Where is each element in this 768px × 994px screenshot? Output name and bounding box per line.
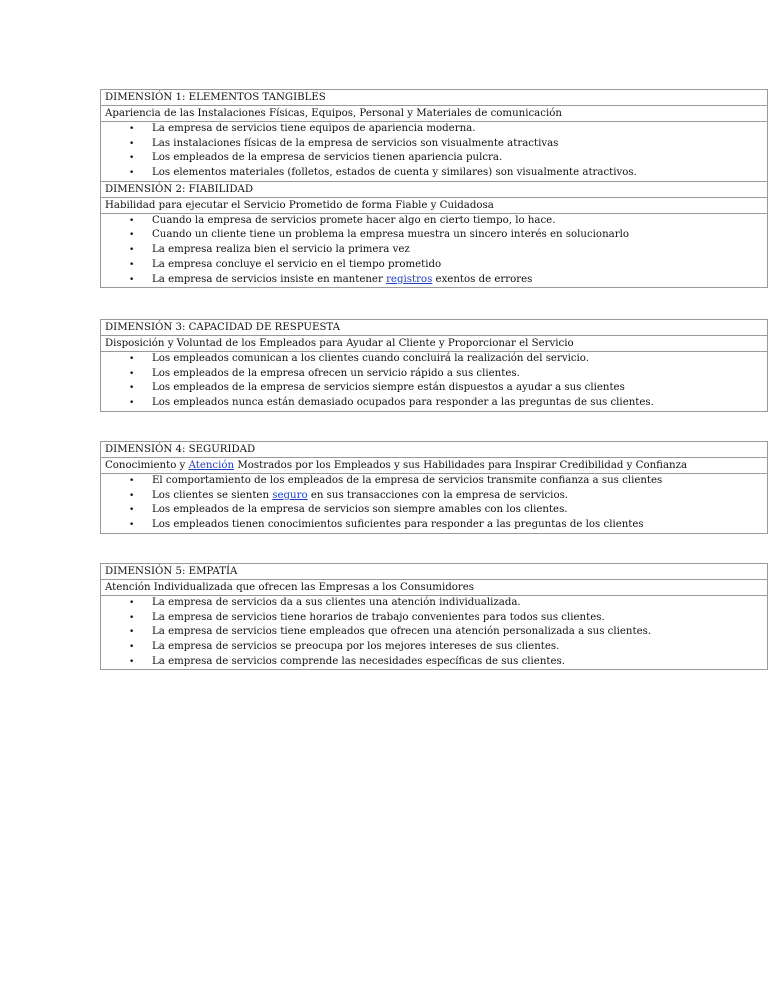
list-item: • La empresa realiza bien el servicio la primera vez: [105, 243, 763, 258]
bullet-icon: •: [129, 520, 135, 531]
dimension-5-table: [100, 563, 768, 670]
bullet-icon: •: [129, 138, 135, 149]
dimension-1-title: DIMENSIÓN 1: ELEMENTOS TANGIBLES: [101, 90, 768, 106]
dimension-3-list: [105, 352, 763, 411]
dimensions-1-2-table: [100, 89, 768, 288]
dimension-4-items-cell: [101, 474, 768, 534]
bullet-icon: •: [129, 230, 135, 241]
list-item: • Los clientes se sienten seguro en sus transacciones con la empresa de servicios.: [105, 489, 763, 504]
bullet-icon: •: [129, 642, 135, 653]
dimension-1-list: [105, 122, 763, 181]
bullet-icon: •: [129, 168, 135, 179]
list-item: • El comportamiento de los empleados de la empresa de servicios transmite confianza a sus clientes: [105, 474, 763, 489]
dimension-4-list: [105, 474, 763, 533]
list-item: • Los elementos materiales (folletos, estados de cuenta y similares) son visualmente atractivos.: [105, 166, 763, 181]
bullet-icon: •: [129, 259, 135, 270]
list-item: • La empresa de servicios tiene equipos de apariencia moderna.: [105, 122, 763, 137]
list-item: • Cuando la empresa de servicios promete hacer algo en cierto tiempo, lo hace.: [105, 214, 763, 229]
dimension-3-subtitle: Disposición y Voluntad de los Empleados para Ayudar al Cliente y Proporcionar el Servicio: [101, 336, 768, 352]
seguro-link[interactable]: seguro: [272, 489, 308, 501]
dimension-4-table: [100, 441, 768, 534]
bullet-icon: •: [129, 612, 135, 623]
dimension-3-table: [100, 319, 768, 412]
bullet-icon: •: [129, 398, 135, 409]
dimension-2-list: [105, 214, 763, 287]
bullet-icon: •: [129, 274, 135, 285]
list-item: • Los empleados comunican a los clientes cuando concluirá la realización del servicio.: [105, 352, 763, 367]
bullet-icon: •: [129, 368, 135, 379]
atencion-link[interactable]: Atención: [188, 460, 235, 471]
dimension-3-title: DIMENSIÓN 3: CAPACIDAD DE RESPUESTA: [101, 320, 768, 336]
list-item: • La empresa de servicios da a sus clientes una atención individualizada.: [105, 596, 763, 611]
bullet-icon: •: [129, 124, 135, 134]
dimension-4-subtitle: Conocimiento y Atención Mostrados por los Empleados y sus Habilidades para Inspirar Credibilidad y Confianza: [101, 458, 768, 474]
bullet-icon: •: [129, 656, 135, 667]
list-item: • Las instalaciones físicas de la empresa de servicios son visualmente atractivas: [105, 137, 763, 152]
bullet-icon: •: [129, 245, 135, 256]
dimension-2-subtitle: Habilidad para ejecutar el Servicio Prometido de forma Fiable y Cuidadosa: [101, 197, 768, 213]
list-item: • Los empleados de la empresa ofrecen un servicio rápido a sus clientes.: [105, 367, 763, 382]
bullet-icon: •: [129, 354, 135, 364]
bullet-icon: •: [129, 476, 135, 486]
list-item: • Los empleados tienen conocimientos suficientes para responder a las preguntas de los clientes: [105, 518, 763, 533]
dimension-2-items-cell: [101, 213, 768, 287]
list-item: • Los empleados de la empresa de servicios son siempre amables con los clientes.: [105, 503, 763, 518]
registros-link[interactable]: registros: [386, 273, 433, 285]
bullet-icon: •: [129, 215, 135, 226]
bullet-icon: •: [129, 153, 135, 164]
dimension-1-items-cell: [101, 122, 768, 182]
bullet-icon: •: [129, 505, 135, 516]
list-item: • La empresa concluye el servicio en el tiempo prometido: [105, 258, 763, 273]
list-item: • Los empleados de la empresa de servicios tienen apariencia pulcra.: [105, 151, 763, 166]
dimension-5-subtitle: Atención Individualizada que ofrecen las Empresas a los Consumidores: [101, 580, 768, 596]
bullet-icon: •: [129, 383, 135, 394]
list-item: • Los empleados nunca están demasiado ocupados para responder a las preguntas de sus clientes.: [105, 396, 763, 411]
bullet-icon: •: [129, 627, 135, 638]
list-item: • La empresa de servicios tiene horarios de trabajo convenientes para todos sus clientes.: [105, 611, 763, 626]
dimension-5-list: [105, 596, 763, 669]
list-item: • La empresa de servicios insiste en mantener registros exentos de errores: [105, 273, 763, 288]
list-item: • Cuando un cliente tiene un problema la empresa muestra un sincero interés en solucionarlo: [105, 228, 763, 243]
dimension-2-title: DIMENSIÓN 2: FIABILIDAD: [101, 181, 768, 197]
list-item: • Los empleados de la empresa de servicios siempre están dispuestos a ayudar a sus clientes: [105, 381, 763, 396]
dimension-4-title: DIMENSIÓN 4: SEGURIDAD: [101, 442, 768, 458]
list-item: • La empresa de servicios comprende las necesidades específicas de sus clientes.: [105, 655, 763, 670]
list-item: • La empresa de servicios tiene empleados que ofrecen una atención personalizada a sus clientes.: [105, 625, 763, 640]
bullet-icon: •: [129, 598, 135, 608]
bullet-icon: •: [129, 490, 135, 501]
list-item: • La empresa de servicios se preocupa por los mejores intereses de sus clientes.: [105, 640, 763, 655]
dimension-5-items-cell: [101, 596, 768, 670]
dimension-1-subtitle: Apariencia de las Instalaciones Físicas, Equipos, Personal y Materiales de comunicación: [101, 106, 768, 122]
dimension-5-title: DIMENSIÓN 5: EMPATÍA: [101, 564, 768, 580]
dimension-3-items-cell: [101, 352, 768, 412]
